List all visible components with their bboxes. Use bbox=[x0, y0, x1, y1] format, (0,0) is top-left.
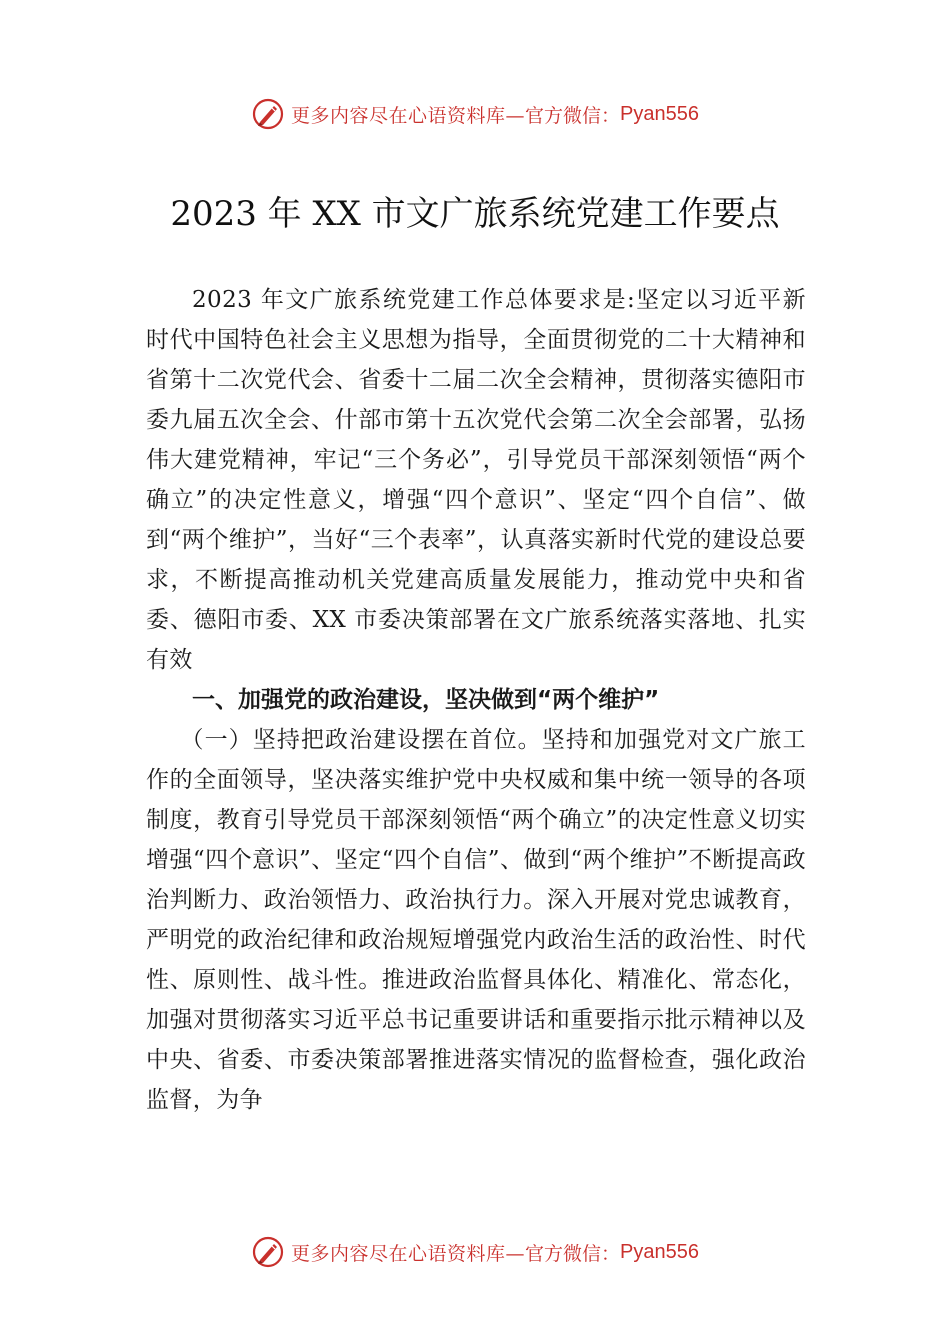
banner-text: 更多内容尽在心语资料库— bbox=[291, 1242, 526, 1265]
banner-wechat-id: Pyan556 bbox=[620, 1240, 699, 1263]
section-1-paragraph: （一）坚持把政治建设摆在首位。坚持和加强党对文广旅工作的全面领导，坚决落实维护党中央权威和集中统一领导的各项制度，教育引导党员干部深刻领悟“两个确立”的决定性意义切实增强“四个意识”、坚定“四个自信”、做到“两个维护”不断提高政治判断力、政治领悟力、政治执行力。深入开展对党忠诚教育，严明党的政治纪律和政治规短增强党内政治生活的政治性、时代性、原则性、战斗性。推进政治监督具体化、精准化、常态化，加强对贯彻落实习近平总书记重要讲话和重要指示批示精神以及中央、省委、市委决策部署推进落实情况的监督检查，强化政治监督，为争 bbox=[146, 727, 806, 1113]
header-banner bbox=[0, 94, 950, 134]
document-title: 2023 年 XX 市文广旅系统党建工作要点 bbox=[170, 194, 780, 234]
document-body bbox=[146, 280, 806, 1120]
intro-paragraph: 2023 年文广旅系统党建工作总体要求是:坚定以习近平新时代中国特色社会主义思想为指导，全面贯彻党的二十大精神和省第十二次党代会、省委十二届二次全会精神，贯彻落实德阳市委九届五次全会、什部市第十五次党代会第二次全会部署，弘扬伟大建党精神，牢记“三个务必”，引导党员干部深刻领悟“两个确立”的决定性意义，增强“四个意识”、坚定“四个自信”、做到“两个维护”，当好“三个表率”，认真落实新时代党的建设总要求，不断提高推动机关党建高质量发展能力，推动党中央和省委、德阳市委、XX 市委决策部署在文广旅系统落实落地、扎实有效 bbox=[146, 287, 806, 673]
pen-logo-icon bbox=[251, 1235, 285, 1269]
section-heading-1: 一、加强党的政治建设，坚决做到“两个维护” bbox=[192, 687, 660, 713]
footer-banner bbox=[0, 1232, 950, 1272]
banner-wechat-label: 官方微信： bbox=[525, 104, 621, 127]
banner-text: 更多内容尽在心语资料库— bbox=[291, 104, 526, 127]
banner-wechat-label: 官方微信： bbox=[525, 1242, 621, 1265]
banner-wechat-id: Pyan556 bbox=[620, 102, 699, 125]
pen-logo-icon bbox=[251, 97, 285, 131]
